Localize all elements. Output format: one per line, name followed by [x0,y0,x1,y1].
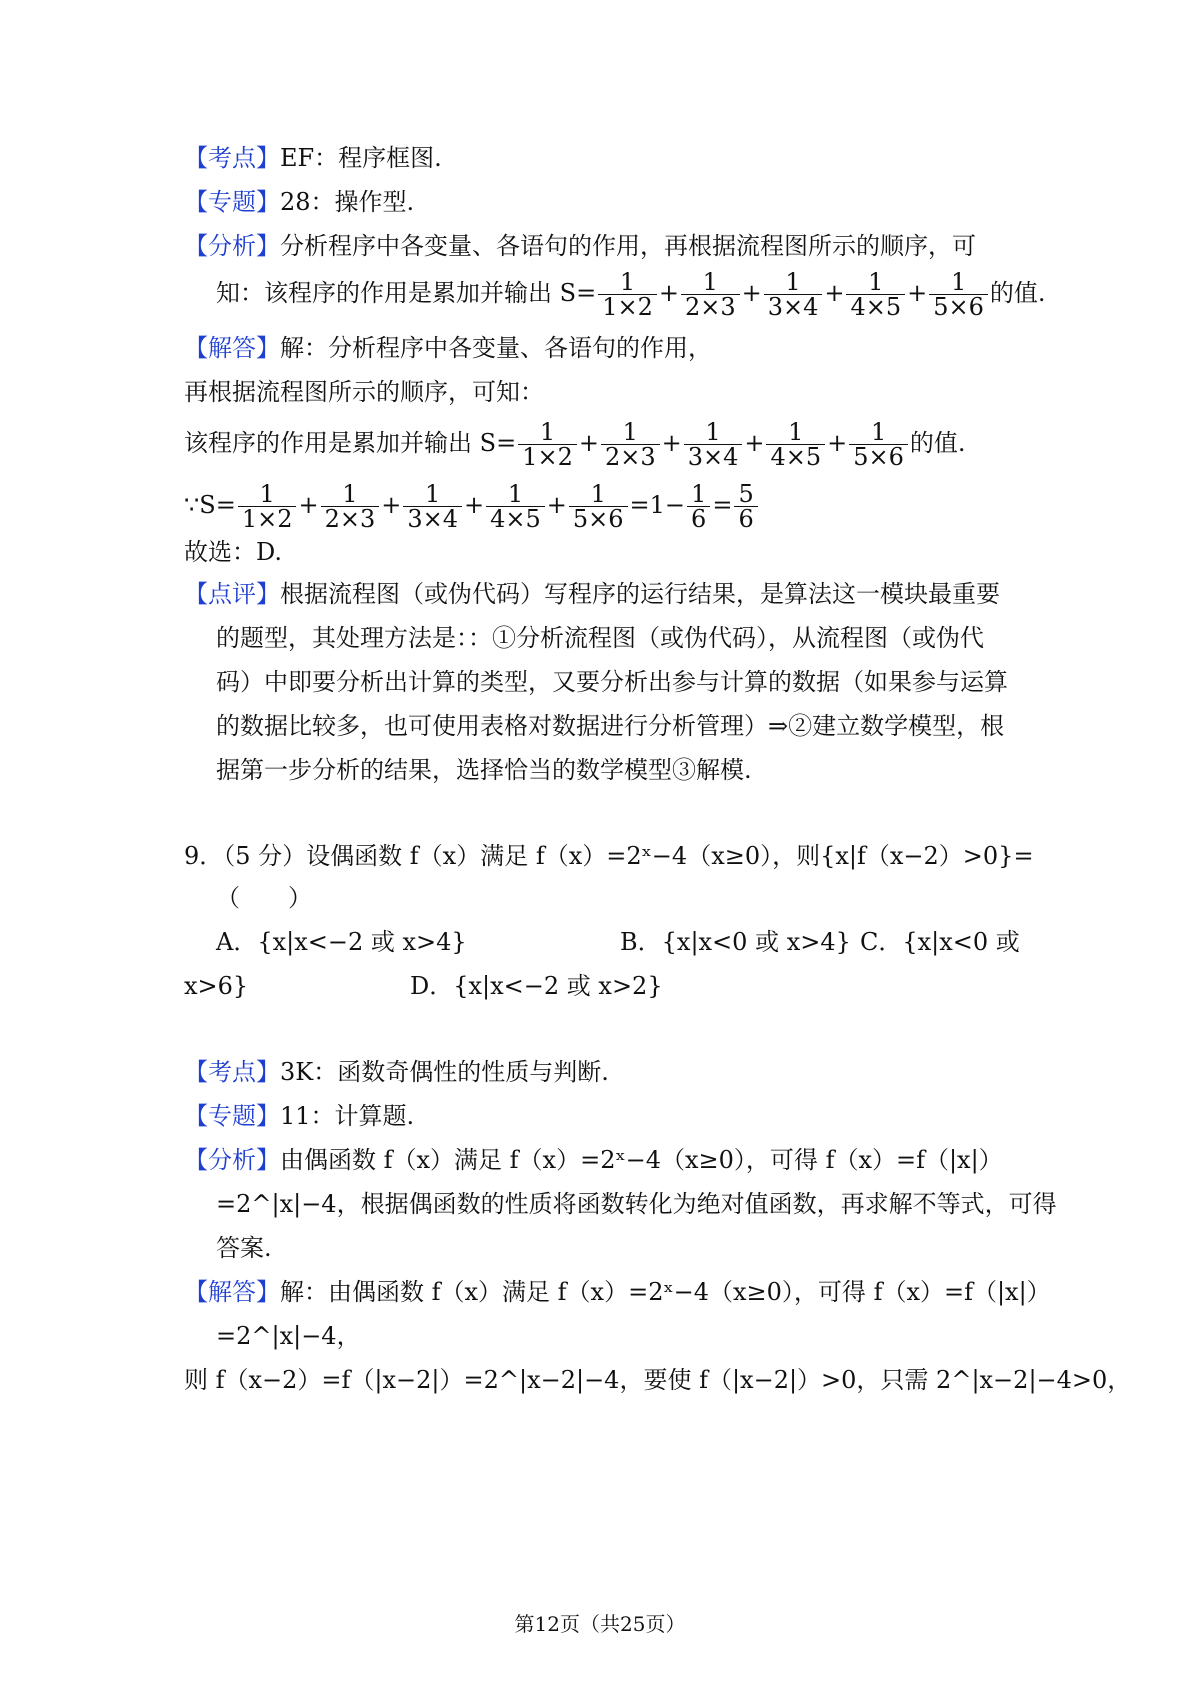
jieda-text: 的值. [909,429,966,457]
fraction [569,482,628,531]
fenxi-line-b2: =2^|x|−4，根据偶函数的性质将函数转化为绝对值函数，再求解不等式，可得 [216,1190,1057,1218]
dianping-line-2: 的题型，其处理方法是：：①分析流程图（或伪代码），从流程图（或伪代 [216,624,984,652]
numerator: 5 [734,482,757,507]
denominator: 3×4 [407,505,459,533]
zhuanti-text: 11：计算题. [280,1102,415,1130]
fenxi-line-b1 [184,1144,1003,1176]
plus-sign: + [546,491,567,519]
dianping-line-5: 据第一步分析的结果，选择恰当的数学模型③解模. [216,756,752,784]
kaodian-text: EF：程序框图. [280,144,442,172]
fraction [766,420,825,469]
kaodian-tag: 【考点】 [184,144,280,172]
fraction [238,482,297,531]
option-d: D．{x|x<−2 或 x>2} [410,972,663,1000]
fraction [764,270,823,319]
plus-sign: + [578,429,599,457]
jieda-line-b2: =2^|x|−4， [216,1322,361,1350]
fenxi-text: 由偶函数 f（x）满足 f（x）=2ˣ−4（x≥0），可得 f（x）=f（|x|） [280,1146,1003,1174]
denominator: 1×2 [602,293,653,321]
numerator: 1 [598,270,657,295]
denominator: 3×4 [767,293,819,321]
jieda-line-3 [184,420,966,469]
numerator: 1 [321,482,380,507]
jieda-line-2: 再根据流程图所示的顺序，可知： [184,378,544,406]
jieda-text: =1− [629,491,686,519]
denominator: 5×6 [853,443,904,471]
denominator: 4×5 [850,293,902,321]
fraction [846,270,905,319]
jieda-text: = [712,491,733,519]
page-footer: 第12页（共25页） [514,1612,686,1636]
kaodian-line [184,142,442,174]
fraction [598,270,657,319]
numerator: 1 [681,270,740,295]
numerator: 1 [601,420,660,445]
fraction-sum [516,418,910,471]
fenxi-line-b3: 答案. [216,1234,272,1262]
fraction [734,482,757,531]
fraction-sum [596,268,990,321]
fraction [929,270,988,319]
jieda-text: 解：由偶函数 f（x）满足 f（x）=2ˣ−4（x≥0），可得 f（x）=f（|x|） [280,1278,1051,1306]
denominator: 6 [738,505,754,533]
plus-sign: + [824,279,845,307]
fraction [518,420,577,469]
jieda-line-5: 故选：D. [184,538,283,566]
fenxi-line-1 [184,230,976,262]
plus-sign: + [744,429,765,457]
kaodian-text: 3K：函数奇偶性的性质与判断. [280,1058,609,1086]
fraction [321,482,380,531]
plus-sign: + [298,491,319,519]
fenxi-tag: 【分析】 [184,1146,280,1174]
dianping-line-1 [184,578,1000,610]
fraction [849,420,908,469]
jieda-text: 解：分析程序中各变量、各语句的作用， [280,334,712,362]
fenxi-text: 分析程序中各变量、各语句的作用，再根据流程图所示的顺序，可 [280,232,976,260]
zhuanti-line [184,186,414,218]
numerator: 1 [929,270,988,295]
denominator: 4×5 [490,505,541,533]
plus-sign: + [381,491,402,519]
numerator: 1 [766,420,825,445]
denominator: 3×4 [687,443,739,471]
numerator: 1 [403,482,462,507]
fraction [684,420,743,469]
fenxi-line-2 [216,270,1046,319]
numerator: 1 [764,270,823,295]
jieda-line-4 [184,482,760,531]
jieda-text: 该程序的作用是累加并输出 S= [184,429,517,457]
denominator: 1×2 [522,443,573,471]
numerator: 1 [238,482,297,507]
dianping-text: 根据流程图（或伪代码）写程序的运行结果，是算法这一模块最重要 [280,580,1000,608]
plus-sign: + [907,279,928,307]
fenxi-text: 的值. [989,279,1046,307]
denominator: 2×3 [684,293,736,321]
plus-sign: + [658,279,679,307]
jieda-line-b1 [184,1276,1051,1308]
fraction [681,270,740,319]
denominator: 5×6 [572,505,624,533]
option-c-cont: x>6} [184,972,249,1000]
option-c: C．{x|x<0 或 [860,928,1020,956]
denominator: 6 [691,505,707,533]
option-b: B．{x|x<0 或 x>4} [620,928,851,956]
option-a: A．{x|x<−2 或 x>4} [216,928,467,956]
question-9-stem: 9．（5 分）设偶函数 f（x）满足 f（x）=2ˣ−4（x≥0），则{x|f（x−2）>0}= [184,842,1034,870]
jieda-line-1 [184,332,712,364]
zhuanti-line-2 [184,1100,414,1132]
numerator: 1 [569,482,628,507]
fenxi-text: 知：该程序的作用是累加并输出 S= [216,279,597,307]
fenxi-tag: 【分析】 [184,232,280,260]
denominator: 1×2 [241,505,293,533]
jieda-text: ∵S= [184,491,236,519]
plus-sign: + [661,429,682,457]
denominator: 2×3 [324,505,376,533]
kaodian-line-2 [184,1056,609,1088]
fraction-sum [236,480,630,533]
numerator: 1 [518,420,577,445]
denominator: 4×5 [770,443,822,471]
numerator: 1 [486,482,545,507]
plus-sign: + [741,279,762,307]
fraction [687,482,710,531]
dianping-line-3: 码）中即要分析出计算的类型，又要分析出参与计算的数据（如果参与运算 [216,668,1008,696]
dianping-tag: 【点评】 [184,580,280,608]
jieda-tag: 【解答】 [184,334,280,362]
dianping-line-4: 的数据比较多，也可使用表格对数据进行分析管理）⇒②建立数学模型，根 [216,712,1005,740]
jieda-tag: 【解答】 [184,1278,280,1306]
jieda-line-b3: 则 f（x−2）=f（|x−2|）=2^|x−2|−4，要使 f（|x−2|）>0，只需 2^|x−2|−4>0， [184,1366,1132,1394]
plus-sign: + [464,491,485,519]
fraction [403,482,462,531]
question-9-answer-blank: （ ） [216,884,312,912]
fraction [486,482,545,531]
plus-sign: + [827,429,848,457]
numerator: 1 [846,270,905,295]
denominator: 2×3 [604,443,656,471]
kaodian-tag: 【考点】 [184,1058,280,1086]
fraction [601,420,660,469]
denominator: 5×6 [933,293,984,321]
numerator: 1 [687,482,710,507]
zhuanti-tag: 【专题】 [184,188,280,216]
numerator: 1 [849,420,908,445]
numerator: 1 [684,420,743,445]
zhuanti-text: 28：操作型. [280,188,415,216]
zhuanti-tag: 【专题】 [184,1102,280,1130]
